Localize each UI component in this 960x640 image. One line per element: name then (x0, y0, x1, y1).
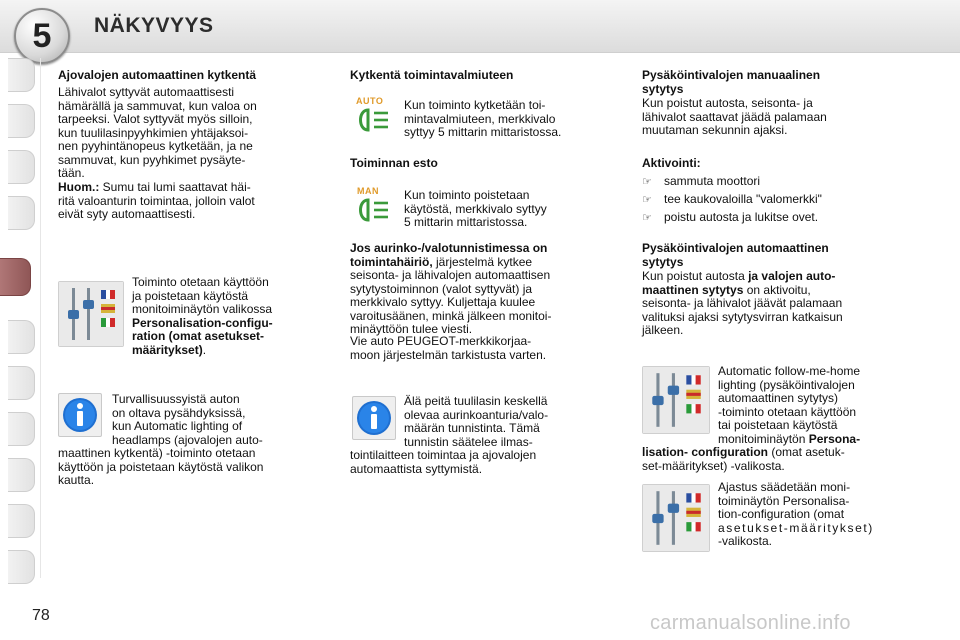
safety-paragraph-top (112, 393, 319, 447)
text-line: Turvallisuussyistä auton (112, 392, 240, 406)
bold-span: lisation- configuration (642, 445, 768, 459)
text-line: ja poistetaan käytöstä (132, 288, 249, 303)
text-line: -valikosta. (718, 534, 773, 548)
text-line: määrän tunnistinta. Tämä (404, 421, 540, 435)
chapter-number-badge: 5 (14, 8, 70, 64)
list-item-text: poistu autosta ja lukitse ovet. (664, 210, 819, 224)
man-deactivation-paragraph (404, 189, 610, 230)
fault-text: järjestelmä kytkee (432, 254, 533, 269)
text-line: Automatic follow-me-home (718, 364, 861, 378)
text-line: Pysäköintivalojen manuaalinen (642, 68, 821, 82)
text-line: seisonta- ja lähivalot jäävät palamaan (642, 296, 843, 310)
text-line: moon järjestelmän tarkistusta varten. (350, 347, 547, 362)
pointing-hand-icon: ☞ (642, 176, 652, 188)
chapter-tab[interactable] (8, 320, 35, 354)
list-item (642, 174, 760, 189)
text-line: muutaman sekunnin ajaksi. (642, 123, 788, 137)
text-line: sammuvat, kun pyyhkimet pysäyte- (58, 152, 246, 167)
text-line: Ajastus säädetään moni- (718, 480, 851, 494)
text-line: -toiminto otetaan käyttöön (718, 404, 857, 419)
text-span: on aktivoitu, (743, 282, 811, 297)
text-line: Pysäköintivalojen automaattinen (642, 241, 829, 255)
text-line: automaattinen sytytys) (718, 391, 839, 405)
watermark: carmanualsonline.info (650, 612, 851, 634)
man-label: MAN (357, 186, 379, 196)
fault-term: toimintahäiriö, (350, 254, 433, 269)
text-line: sytytystoiminnon (valot syttyvät) ja (350, 281, 533, 296)
text-line: kun Automatic lighting of (112, 419, 243, 433)
text-line: Kun poistut autosta, seisonta- ja (642, 96, 813, 110)
text-line: mintavalmiuteen, merkkivalo (404, 111, 556, 126)
text-line: kautta. (58, 473, 95, 487)
text-line (642, 284, 903, 298)
text-line: minäyttöön tulee viesti. (350, 322, 473, 336)
list-item-text: tee kaukovaloilla "valomerkki" (664, 192, 822, 206)
text-line (58, 181, 319, 195)
sensor-warning-paragraph-bottom (350, 449, 610, 476)
multifunction-display-settings-icon (642, 484, 710, 552)
text-line: headlamps (ajovalojen auto- (112, 432, 263, 447)
chapter-tab[interactable] (8, 104, 35, 138)
info-icon (58, 393, 102, 437)
text-span: Kun poistut autosta (642, 269, 749, 283)
text-line: käytöstä, merkkivalo syttyy (404, 201, 547, 216)
text-line: Jos aurinko-/valotunnistimessa on (350, 241, 548, 255)
margin-rule (40, 58, 41, 578)
text-line: set-määritykset) -valikosta. (642, 458, 785, 473)
text-line: eivät syty automaattisesti. (58, 207, 196, 221)
text-line: seisonta- ja lähivalojen automaattisen (350, 268, 551, 282)
text-line: on oltava pysähdyksissä, (112, 405, 246, 420)
heading-manual-parking-lights (642, 68, 907, 96)
text-line: käyttöön ja poistetaan käytöstä valikon (58, 459, 264, 474)
text-span: monitoiminäytön (718, 431, 809, 446)
chapter-tab-active[interactable] (0, 258, 31, 296)
safety-paragraph-bottom (58, 447, 319, 488)
text-line: tai poistetaan käytöstä (718, 418, 838, 432)
text-line: olevaa aurinkoanturia/valo- (404, 407, 549, 422)
auto-activation-paragraph (404, 99, 610, 140)
text-line: tarpeeksi. Valot syttyvät myös silloin, (58, 112, 253, 126)
bold-span: maattinen sytytys (642, 282, 744, 297)
text-line: asetukset-määritykset) (718, 520, 874, 535)
settings-paragraph (132, 276, 319, 357)
text-line: tion-configuration (omat (718, 507, 845, 521)
visit-dealer-paragraph (350, 335, 610, 362)
chapter-tab[interactable] (8, 412, 35, 446)
text-line: nen pyyhintänopeus kytketään, ja ne (58, 139, 253, 153)
chapter-tab[interactable] (8, 550, 35, 584)
list-item (642, 192, 822, 207)
text-line: tään. (58, 166, 85, 180)
follow-me-home-paragraph-top (718, 365, 904, 446)
manual-parking-paragraph (642, 97, 903, 138)
menu-name: määritykset) (132, 342, 203, 357)
page-number: 78 (32, 607, 50, 624)
chapter-tab[interactable] (8, 504, 35, 538)
chapter-tab[interactable] (8, 366, 35, 400)
heading-auto-parking-lights (642, 241, 907, 269)
text-line (718, 433, 904, 447)
text-line: monitoiminäytön valikossa (132, 302, 273, 316)
info-icon (352, 396, 396, 440)
auto-headlamp-icon (352, 96, 396, 138)
text-line (642, 446, 904, 460)
auto-headlamps-paragraph (58, 86, 319, 181)
chapter-tab[interactable] (8, 196, 35, 230)
text-line (642, 270, 903, 284)
list-item (642, 210, 818, 225)
text-line (132, 344, 319, 358)
timer-adjust-paragraph (718, 481, 904, 549)
bold-span: ja valojen auto- (748, 269, 836, 283)
multifunction-display-settings-icon (642, 366, 710, 434)
note-paragraph (58, 181, 319, 222)
text-line: sytytys (642, 255, 684, 269)
text-line: hämärällä ja sammuvat, kun valoa on (58, 98, 257, 113)
text-line: sytytys (642, 82, 684, 96)
text-line: automaattista syttymistä. (350, 461, 483, 476)
chapter-tab[interactable] (8, 150, 35, 184)
text-line: ritä valoanturin toimintaa, jolloin valot (58, 193, 255, 208)
multifunction-display-settings-icon (58, 281, 124, 347)
page-title: NÄKYVYYS (94, 14, 214, 37)
text-line: Personalisation-configu- (132, 315, 273, 330)
note-text: Sumu tai lumi saattavat häi- (99, 180, 251, 194)
period: . (202, 342, 207, 357)
text-line: valituksi ajaksi sytytysvirran katkaisun (642, 309, 843, 324)
text-line: Älä peitä tuulilasin keskellä (404, 394, 548, 408)
text-line: kun tuulilasinpyyhkimien yhtäjaksoi- (58, 125, 249, 140)
manual-headlamp-icon (352, 186, 396, 228)
chapter-tab[interactable] (8, 58, 35, 92)
text-line: tointilaitteen toimintaa ja ajovalojen (350, 448, 537, 462)
list-item-text: sammuta moottori (664, 174, 761, 188)
bold-span: Persona- (808, 431, 861, 446)
note-label: Huom.: (58, 180, 100, 194)
text-line: 5 mittarin mittaristossa. (404, 215, 528, 229)
fault-paragraph (350, 242, 610, 337)
text-line: varoitusäänen, minkä jälkeen monitoi- (350, 308, 552, 323)
text-line: maattinen kytkentä) -toiminto otetaan (58, 446, 256, 460)
heading-activation: Kytkentä toimintavalmiuteen (350, 68, 514, 82)
pointing-hand-icon: ☞ (642, 212, 652, 224)
text-line: Kun toiminto poistetaan (404, 188, 530, 202)
pointing-hand-icon: ☞ (642, 194, 652, 206)
heading-deactivation: Toiminnan esto (350, 156, 438, 170)
text-line (350, 256, 610, 270)
follow-me-home-paragraph-bottom (642, 446, 904, 473)
text-line: toiminäytön Personalisa- (718, 493, 850, 508)
text-line: Lähivalot syttyvät automaattisesti (58, 85, 235, 99)
text-line: tunnistin säätelee ilmas- (404, 434, 533, 449)
text-line: syttyy 5 mittarin mittaristossa. (404, 125, 562, 139)
text-line: Kun toiminto kytketään toi- (404, 98, 546, 112)
text-line: jälkeen. (642, 323, 684, 337)
chapter-tab[interactable] (8, 458, 35, 492)
text-line: ration (omat asetukset- (132, 329, 265, 343)
sensor-warning-paragraph-top (404, 395, 610, 449)
chapter-tabs (0, 58, 34, 578)
text-line: lähivalot saattavat jäädä palamaan (642, 109, 827, 124)
activation-heading: Aktivointi: (642, 156, 701, 170)
text-line: Toiminto otetaan käyttöön (132, 275, 269, 289)
auto-label: AUTO (356, 96, 384, 106)
text-line: Vie auto PEUGEOT-merkkikorjaa- (350, 334, 532, 348)
text-line: lighting (pysäköintivalojen (718, 377, 855, 392)
text-line: merkkivalo syttyy. Kuljettaja kuulee (350, 295, 536, 309)
text-span: (omat asetuk- (768, 445, 845, 459)
auto-parking-paragraph (642, 270, 903, 338)
heading-auto-headlamps: Ajovalojen automaattinen kytkentä (58, 68, 257, 82)
